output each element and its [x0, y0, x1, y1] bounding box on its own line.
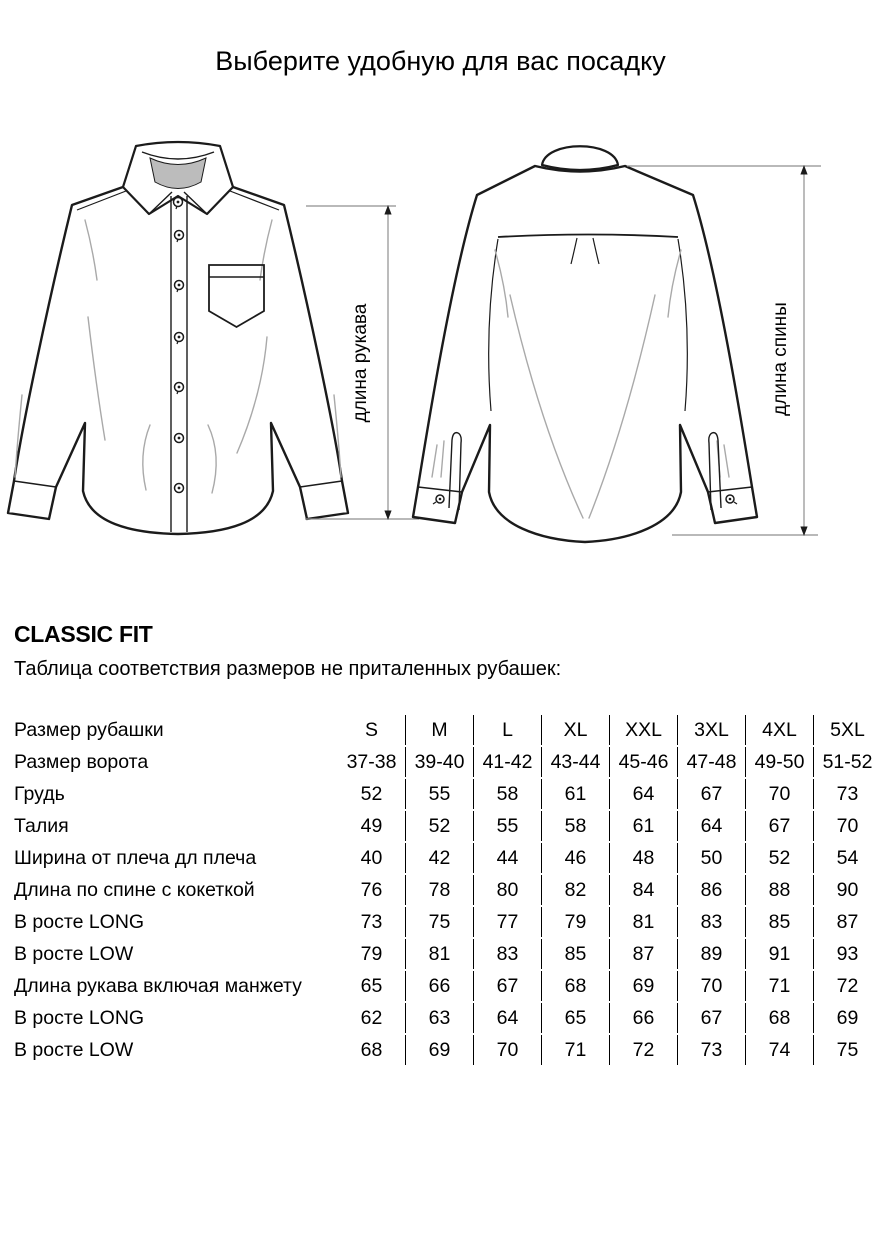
value-cell: XL — [541, 715, 609, 745]
table-row — [14, 971, 881, 1001]
value-cell: 67 — [473, 971, 541, 1001]
value-cell: 87 — [813, 907, 881, 937]
table-row — [14, 779, 881, 809]
value-cell: 72 — [609, 1035, 677, 1065]
value-cell: 81 — [609, 907, 677, 937]
size-table-body — [14, 715, 881, 1065]
value-cell: 43-44 — [541, 747, 609, 777]
value-cell: 68 — [360, 1038, 383, 1061]
value-cell: 62 — [360, 1006, 383, 1029]
value-cell: 5XL — [813, 715, 881, 745]
table-row — [14, 811, 881, 841]
row-label: В росте LONG — [14, 910, 145, 933]
row-label: В росте LOW — [14, 942, 134, 965]
value-cell: M — [405, 715, 473, 745]
value-cell: 72 — [813, 971, 881, 1001]
value-cell: 83 — [677, 907, 745, 937]
value-cell: 47-48 — [677, 747, 745, 777]
value-cell: 77 — [473, 907, 541, 937]
value-cell: 76 — [360, 878, 383, 901]
value-cell: 81 — [405, 939, 473, 969]
value-cell: 40 — [360, 846, 383, 869]
table-row — [14, 907, 881, 937]
value-cell: 79 — [360, 942, 383, 965]
value-cell: 4XL — [745, 715, 813, 745]
value-cell: 73 — [813, 779, 881, 809]
value-cell: 69 — [813, 1003, 881, 1033]
row-label: В росте LOW — [14, 1038, 134, 1061]
value-cell: 85 — [541, 939, 609, 969]
row-label: Длина по спине с кокеткой — [14, 878, 255, 901]
value-cell: 70 — [677, 971, 745, 1001]
table-row — [14, 1003, 881, 1033]
value-cell: 45-46 — [609, 747, 677, 777]
value-cell: 52 — [745, 843, 813, 873]
value-cell: 39-40 — [405, 747, 473, 777]
value-cell: 68 — [745, 1003, 813, 1033]
table-row — [14, 715, 881, 745]
value-cell: 69 — [609, 971, 677, 1001]
value-cell: 61 — [541, 779, 609, 809]
value-cell: 70 — [745, 779, 813, 809]
table-row — [14, 1035, 881, 1065]
value-cell: 50 — [677, 843, 745, 873]
table-row — [14, 747, 881, 777]
value-cell: 70 — [813, 811, 881, 841]
value-cell: 83 — [473, 939, 541, 969]
value-cell: L — [473, 715, 541, 745]
value-cell: 67 — [677, 779, 745, 809]
value-cell: 75 — [405, 907, 473, 937]
value-cell: 41-42 — [473, 747, 541, 777]
row-label: Размер ворота — [14, 750, 149, 773]
value-cell: 52 — [360, 782, 383, 805]
table-row — [14, 875, 881, 905]
value-cell: 93 — [813, 939, 881, 969]
row-label: Грудь — [14, 782, 65, 805]
value-cell: 66 — [609, 1003, 677, 1033]
value-cell: 71 — [745, 971, 813, 1001]
row-label: Длина рукава включая манжету — [14, 974, 302, 997]
value-cell: 42 — [405, 843, 473, 873]
value-cell: 55 — [473, 811, 541, 841]
value-cell: XXL — [609, 715, 677, 745]
value-cell: 65 — [541, 1003, 609, 1033]
value-cell: 44 — [473, 843, 541, 873]
row-label: Ширина от плеча дл плеча — [14, 846, 257, 869]
value-cell: 46 — [541, 843, 609, 873]
value-cell: 51-52 — [813, 747, 881, 777]
value-cell: 66 — [405, 971, 473, 1001]
value-cell: 49 — [360, 814, 383, 837]
value-cell: 90 — [813, 875, 881, 905]
value-cell: 64 — [677, 811, 745, 841]
value-cell: 69 — [405, 1035, 473, 1065]
value-cell: 89 — [677, 939, 745, 969]
value-cell: 71 — [541, 1035, 609, 1065]
value-cell: 73 — [360, 910, 383, 933]
value-cell: 64 — [609, 779, 677, 809]
value-cell: 55 — [405, 779, 473, 809]
value-cell: 65 — [360, 974, 383, 997]
value-cell: 70 — [473, 1035, 541, 1065]
value-cell: 37-38 — [346, 750, 397, 773]
value-cell: 85 — [745, 907, 813, 937]
value-cell: 54 — [813, 843, 881, 873]
value-cell: 87 — [609, 939, 677, 969]
sleeve-length-label: длина рукава — [350, 303, 371, 423]
value-cell: 52 — [405, 811, 473, 841]
value-cell: 91 — [745, 939, 813, 969]
value-cell: 86 — [677, 875, 745, 905]
shirt-back-drawing — [413, 146, 757, 542]
value-cell: 84 — [609, 875, 677, 905]
value-cell: 63 — [405, 1003, 473, 1033]
page-title: Выберите удобную для вас посадку — [215, 46, 666, 76]
value-cell: 68 — [541, 971, 609, 1001]
table-row — [14, 939, 881, 969]
table-caption: Таблица соответствия размеров не приталенных рубашек: — [14, 658, 562, 681]
row-label: Размер рубашки — [14, 718, 164, 741]
value-cell: 3XL — [677, 715, 745, 745]
value-cell: S — [364, 718, 378, 741]
value-cell: 48 — [609, 843, 677, 873]
value-cell: 61 — [609, 811, 677, 841]
value-cell: 67 — [677, 1003, 745, 1033]
shirt-figures — [0, 125, 881, 555]
shirt-front-drawing — [8, 142, 348, 534]
value-cell: 88 — [745, 875, 813, 905]
table-row — [14, 843, 881, 873]
section-heading: CLASSIC FIT — [14, 621, 153, 648]
row-label: Талия — [14, 814, 69, 837]
value-cell: 79 — [541, 907, 609, 937]
value-cell: 78 — [405, 875, 473, 905]
value-cell: 49-50 — [745, 747, 813, 777]
value-cell: 58 — [541, 811, 609, 841]
value-cell: 75 — [813, 1035, 881, 1065]
value-cell: 64 — [473, 1003, 541, 1033]
value-cell: 74 — [745, 1035, 813, 1065]
value-cell: 80 — [473, 875, 541, 905]
value-cell: 73 — [677, 1035, 745, 1065]
value-cell: 58 — [473, 779, 541, 809]
value-cell: 67 — [745, 811, 813, 841]
back-length-label: длина спины — [770, 302, 791, 416]
row-label: В росте LONG — [14, 1006, 145, 1029]
back-collar-band — [542, 146, 618, 170]
size-table — [14, 713, 881, 1067]
value-cell: 82 — [541, 875, 609, 905]
